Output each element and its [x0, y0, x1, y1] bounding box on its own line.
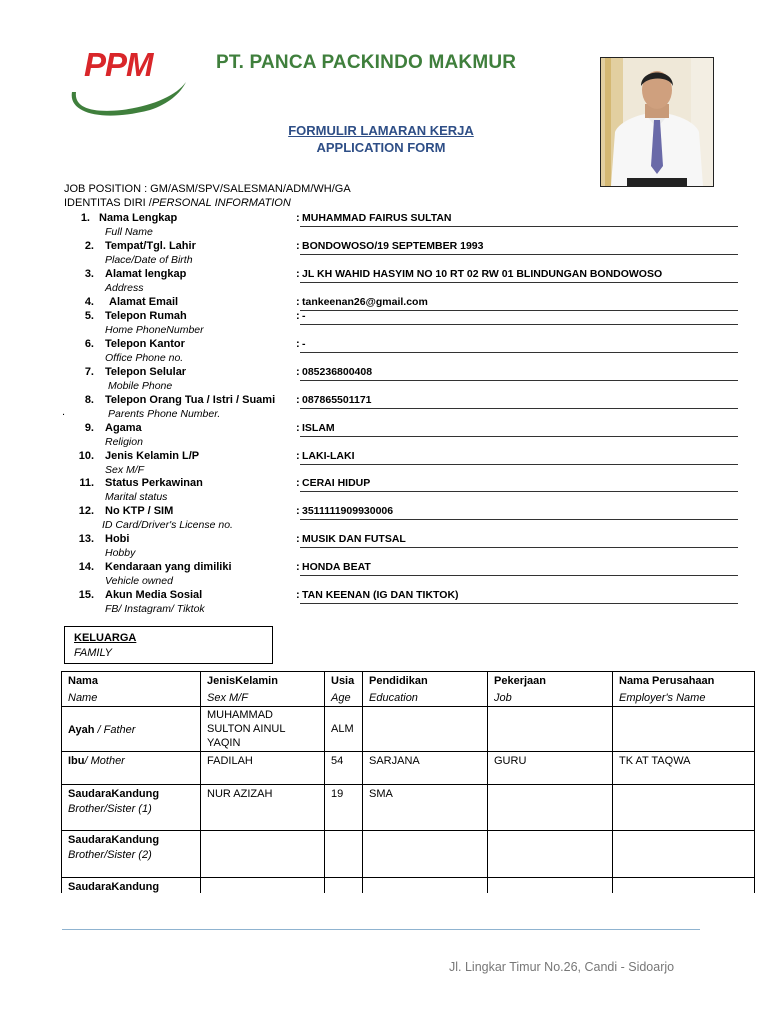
column-header [488, 672, 613, 707]
relation-label: Ayah [68, 723, 95, 736]
field-colon: : [296, 450, 300, 462]
field-number: 8. [84, 394, 94, 406]
relation-cell [62, 831, 201, 878]
field-value: CERAI HIDUP [302, 477, 371, 489]
table-cell: FADILAH [201, 752, 325, 785]
table-row [62, 707, 755, 752]
relation-label: SaudaraKandung [68, 788, 160, 800]
field-underline [300, 380, 738, 381]
table-cell [488, 785, 613, 831]
field-label: Telepon Kantor [105, 338, 185, 350]
identity-heading-sub: PERSONAL INFORMATION [151, 197, 291, 209]
company-name: PT. PANCA PACKINDO MAKMUR [216, 52, 517, 73]
table-cell: ALM [325, 707, 363, 752]
field-value: LAKI-LAKI [302, 450, 355, 462]
column-header-sub: Education [369, 692, 418, 704]
relation-label: Ibu [68, 755, 85, 767]
field-number: 1. [80, 212, 90, 224]
column-header-sub: Employer's Name [619, 692, 706, 704]
field-value: 087865501171 [302, 394, 372, 406]
field-number: 12. [78, 505, 94, 517]
logo-text: PPM [84, 46, 153, 83]
table-cell [613, 785, 755, 831]
page-bottom-area [0, 893, 768, 1024]
field-colon: : [296, 212, 300, 224]
column-header-sub: Age [331, 692, 351, 704]
column-header [363, 672, 488, 707]
column-header-sub: Job [494, 692, 512, 704]
field-label: Akun Media Sosial [105, 589, 203, 601]
field-value: - [302, 338, 306, 350]
column-header [201, 672, 325, 707]
footer-address: Jl. Lingkar Timur No.26, Candi - Sidoarjo [449, 960, 675, 974]
field-colon: : [296, 589, 300, 601]
field-colon: : [296, 310, 300, 322]
field-sublabel: Vehicle owned [105, 575, 173, 587]
field-value: JL KH WAHID HASYIM NO 10 RT 02 RW 01 BLINDUNGAN BONDOWOSO [302, 268, 663, 280]
field-number: 13. [78, 533, 94, 545]
field-value: 3511111909930006 [302, 505, 394, 517]
column-header-main: Usia [331, 675, 355, 687]
field-label: Alamat lengkap [105, 268, 187, 280]
field-number: 9. [84, 422, 94, 434]
family-subheading: FAMILY [74, 647, 112, 659]
table-cell [488, 831, 613, 878]
field-underline [300, 282, 738, 283]
form-title-en: APPLICATION FORM [316, 140, 446, 155]
field-number: 11. [79, 477, 94, 489]
relation-cell [62, 707, 201, 752]
field-label: Tempat/Tgl. Lahir [105, 240, 196, 252]
column-header [62, 672, 201, 707]
field-label: No KTP / SIM [105, 505, 174, 517]
field-value: HONDA BEAT [302, 561, 371, 573]
identity-heading-main: IDENTITAS DIRI / [64, 197, 152, 209]
job-position: JOB POSITION : GM/ASM/SPV/SALESMAN/ADM/WH/GA [64, 183, 351, 195]
field-label: Telepon Orang Tua / Istri / Suami [105, 394, 276, 406]
table-cell: MUHAMMAD SULTON AINUL YAQIN [201, 707, 325, 752]
field-value: 085236800408 [302, 366, 373, 378]
field-value: tankeenan26@gmail.com [302, 296, 428, 308]
relation-label: SaudaraKandung [68, 834, 160, 846]
table-cell: 54 [325, 752, 363, 785]
field-underline [300, 226, 738, 227]
field-value: BONDOWOSO/19 SEPTEMBER 1993 [302, 240, 484, 252]
field-colon: : [296, 296, 300, 308]
relation-label: SaudaraKandung [68, 881, 160, 893]
form-title [0, 122, 762, 156]
field-number: 14. [78, 561, 94, 573]
field-colon: : [296, 561, 300, 573]
field-underline [300, 324, 738, 325]
column-header-sub: Sex M/F [207, 692, 248, 704]
field-label: Nama Lengkap [99, 212, 178, 224]
field-number: 7. [84, 366, 94, 378]
table-row [62, 752, 755, 785]
field-colon: : [296, 533, 300, 545]
table-cell [363, 707, 488, 752]
field-label: Telepon Selular [105, 366, 187, 378]
field-colon: : [296, 268, 300, 280]
field-value: MUSIK DAN FUTSAL [302, 533, 406, 545]
field-underline [300, 408, 738, 409]
relation-cell [62, 785, 201, 831]
ppm-logo [64, 40, 192, 122]
table-row [62, 831, 755, 878]
field-underline [300, 547, 738, 548]
field-colon: : [296, 338, 300, 350]
field-label: Telepon Rumah [105, 310, 187, 322]
family-table [61, 671, 755, 918]
field-colon: : [296, 422, 300, 434]
field-underline [300, 436, 738, 437]
field-value: ISLAM [302, 422, 335, 434]
table-cell [488, 707, 613, 752]
column-header [325, 672, 363, 707]
relation-sublabel: Brother/Sister (2) [68, 849, 152, 861]
table-cell [325, 831, 363, 878]
field-number: 4. [84, 296, 94, 308]
table-row [62, 785, 755, 831]
field-label: Agama [105, 422, 142, 434]
field-number: 5. [84, 310, 94, 322]
field-number: 3. [84, 268, 94, 280]
field-underline [300, 352, 738, 353]
field-sublabel: Marital status [105, 491, 168, 503]
column-header-sub: Name [68, 692, 98, 704]
field-sublabel: Place/Date of Birth [105, 254, 193, 266]
field-underline [300, 254, 738, 255]
relation-cell [62, 752, 201, 785]
field-underline [300, 491, 738, 492]
relation-sublabel: Brother/Sister (1) [68, 803, 152, 815]
field-sublabel: Sex M/F [105, 464, 145, 476]
field-label: Hobi [105, 533, 130, 545]
family-heading: KELUARGA [74, 632, 137, 644]
field-underline [300, 575, 738, 576]
field-value: MUHAMMAD FAIRUS SULTAN [302, 212, 452, 224]
column-header-main: Pekerjaan [494, 675, 546, 687]
field-label: Kendaraan yang dimiliki [105, 561, 232, 573]
field-sublabel: Address [105, 282, 144, 294]
field-sublabel: Full Name [105, 226, 153, 238]
field-label: Jenis Kelamin L/P [105, 450, 200, 462]
table-cell: SMA [363, 785, 488, 831]
relation-sublabel: / Father [94, 723, 136, 736]
field-sublabel: Hobby [105, 547, 136, 559]
field-number: 2. [84, 240, 94, 252]
table-cell: TK AT TAQWA [613, 752, 755, 785]
field-colon: : [296, 240, 300, 252]
table-cell: 19 [325, 785, 363, 831]
identity-heading [64, 197, 291, 209]
field-number: 15. [78, 589, 94, 601]
field-sublabel: Parents Phone Number. [108, 408, 221, 420]
column-header-main: JenisKelamin [207, 675, 278, 687]
field-underline [300, 603, 738, 604]
relation-sublabel: / Mother [84, 755, 125, 767]
stray-dot: . [62, 406, 66, 418]
field-sublabel: ID Card/Driver's License no. [102, 519, 233, 531]
table-cell: SARJANA [363, 752, 488, 785]
table-cell: NUR AZIZAH [201, 785, 325, 831]
field-label: Alamat Email [109, 296, 179, 308]
field-underline [300, 519, 738, 520]
family-table-header [62, 672, 755, 707]
field-underline [300, 310, 738, 311]
column-header-main: Pendidikan [369, 675, 428, 687]
footer-divider [62, 929, 700, 930]
field-sublabel: Home PhoneNumber [105, 324, 204, 336]
field-number: 6. [84, 338, 94, 350]
table-cell [363, 831, 488, 878]
column-header-main: Nama Perusahaan [619, 675, 715, 687]
field-colon: : [296, 366, 300, 378]
family-heading-box [64, 626, 273, 664]
field-colon: : [296, 394, 300, 406]
field-underline [300, 464, 738, 465]
field-value: - [302, 310, 306, 322]
field-value: TAN KEENAN (IG DAN TIKTOK) [302, 589, 459, 601]
field-sublabel: Office Phone no. [105, 352, 184, 364]
logo-swoosh [72, 82, 186, 116]
field-colon: : [296, 505, 300, 517]
table-cell [613, 707, 755, 752]
field-number: 10. [78, 450, 94, 462]
column-header [613, 672, 755, 707]
table-cell: GURU [488, 752, 613, 785]
table-cell [613, 831, 755, 878]
column-header-main: Nama [68, 675, 98, 687]
form-title-id: FORMULIR LAMARAN KERJA [288, 123, 474, 138]
table-cell [201, 831, 325, 878]
field-colon: : [296, 477, 300, 489]
field-sublabel: Religion [105, 436, 143, 448]
field-sublabel: Mobile Phone [108, 380, 173, 392]
field-label: Status Perkawinan [105, 477, 203, 489]
field-sublabel: FB/ Instagram/ Tiktok [105, 603, 205, 615]
